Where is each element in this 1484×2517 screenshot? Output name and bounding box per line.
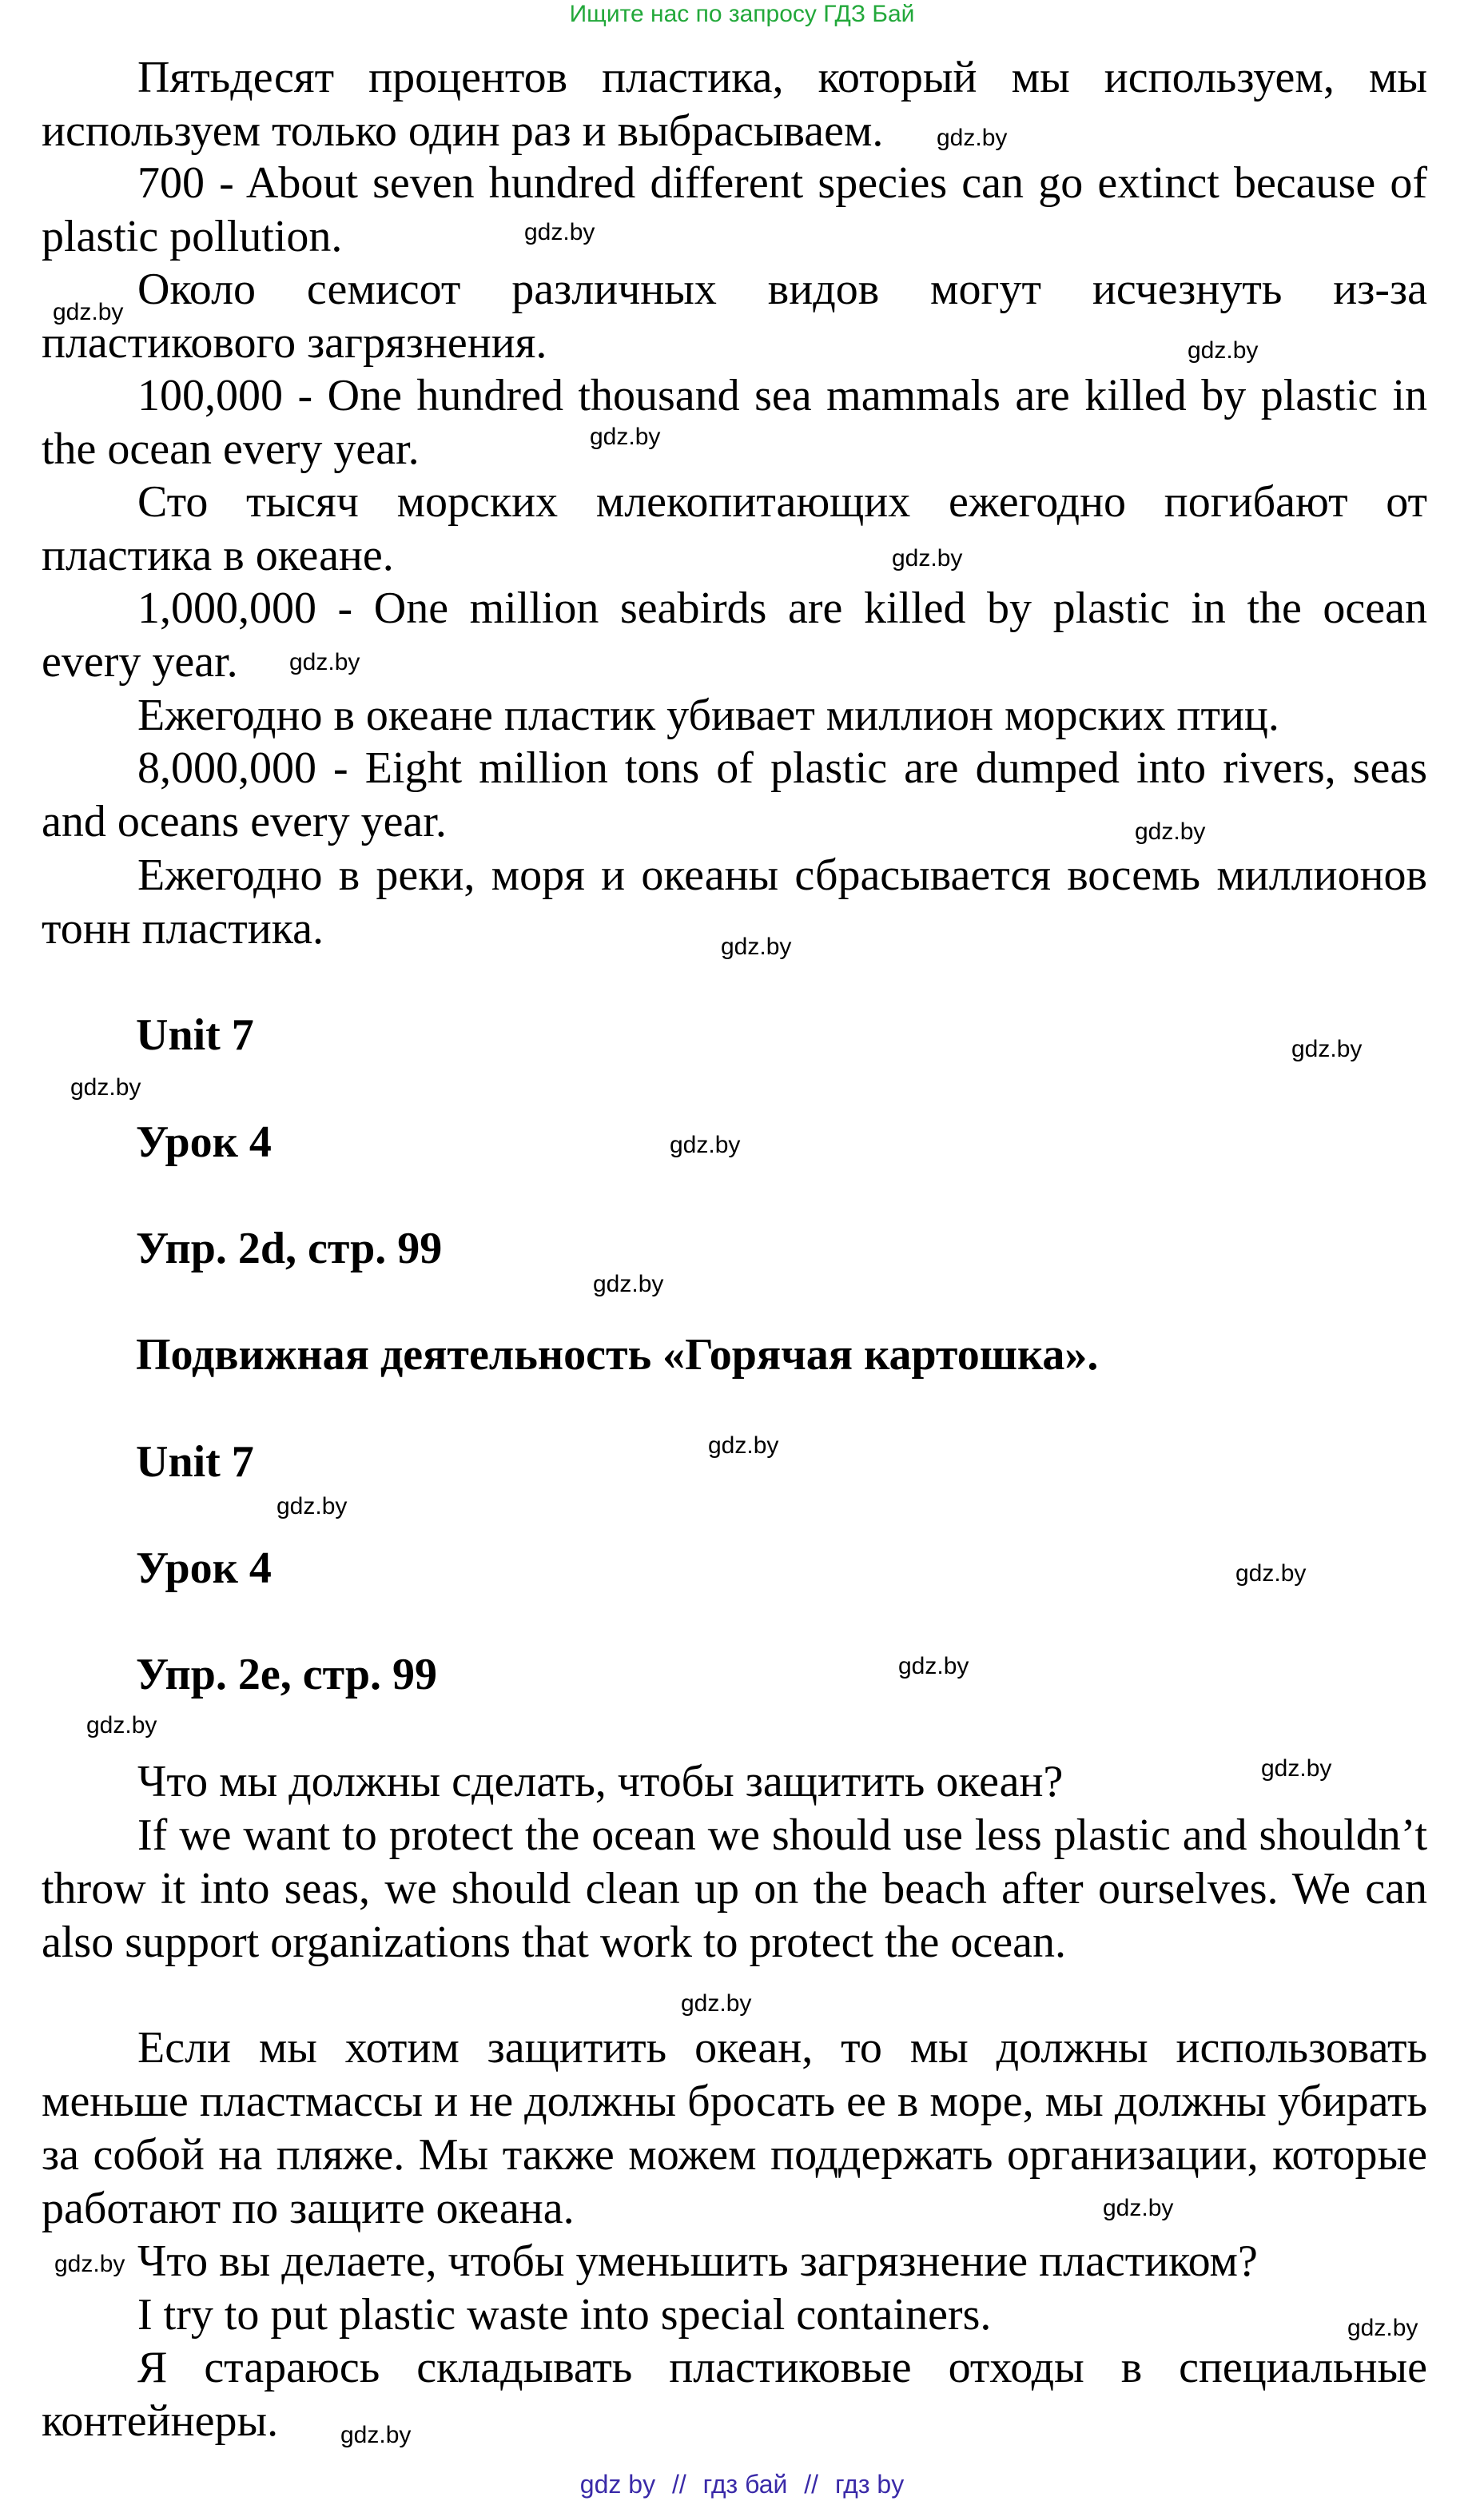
watermark: gdz.by	[1235, 1560, 1307, 1587]
footer-separator: //	[671, 2470, 686, 2499]
paragraph: Пятьдесят процентов пластика, который мы используем, мы используем только один раз и выбрасываем.	[42, 53, 1427, 156]
watermark: gdz.by	[590, 424, 661, 450]
watermark: gdz.by	[340, 2422, 412, 2448]
paragraph: Что вы делаете, чтобы уменьшить загрязнение пластиком?	[137, 2236, 1258, 2286]
watermark: gdz.by	[708, 1432, 779, 1459]
footer-separator: //	[804, 2470, 819, 2499]
watermark: gdz.by	[1103, 2195, 1174, 2221]
paragraph: 700 - About seven hundred different species can go extinct because of plastic pollution.	[42, 158, 1427, 261]
watermark: gdz.by	[892, 545, 963, 572]
watermark: gdz.by	[54, 2251, 125, 2277]
unit-heading: Unit 7	[136, 1437, 254, 1487]
watermark: gdz.by	[70, 1074, 141, 1101]
watermark: gdz.by	[289, 649, 360, 675]
footer-links	[0, 2468, 1484, 2500]
watermark: gdz.by	[1135, 818, 1206, 845]
paragraph: Около семисот различных видов могут исчезнуть из-за пластикового загрязнения.	[42, 265, 1427, 368]
paragraph: Ежегодно в реки, моря и океаны сбрасывается восемь миллионов тонн пластика.	[42, 850, 1427, 954]
watermark: gdz.by	[86, 1712, 157, 1738]
watermark: gdz.by	[670, 1132, 741, 1158]
exercise-heading: Упр. 2е, стр. 99	[136, 1650, 437, 1699]
watermark: gdz.by	[1188, 337, 1259, 364]
watermark: gdz.by	[53, 299, 124, 325]
watermark: gdz.by	[1261, 1755, 1332, 1782]
watermark: gdz.by	[1291, 1036, 1363, 1062]
watermark: gdz.by	[898, 1653, 969, 1679]
watermark: gdz.by	[277, 1493, 348, 1519]
activity-heading: Подвижная деятельность «Горячая картошка».	[136, 1330, 1099, 1380]
footer-link[interactable]: гдз бай	[702, 2470, 788, 2499]
lesson-heading: Урок 4	[136, 1117, 272, 1167]
paragraph: 8,000,000 - Eight million tons of plastic are dumped into rivers, seas and oceans every year.	[42, 743, 1427, 846]
watermark: gdz.by	[681, 1990, 752, 2017]
top-banner: Ищите нас по запросу ГДЗ Бай	[569, 1, 915, 27]
exercise-heading: Упр. 2d, стр. 99	[136, 1224, 443, 1273]
paragraph: I try to put plastic waste into special containers.	[137, 2290, 992, 2340]
watermark: gdz.by	[1347, 2315, 1418, 2341]
paragraph: Ежегодно в океане пластик убивает миллион морских птиц.	[137, 691, 1279, 740]
paragraph: 1,000,000 - One million seabirds are killed by plastic in the ocean every year.	[42, 583, 1427, 687]
paragraph: Что мы должны сделать, чтобы защитить океан?	[137, 1757, 1064, 1806]
paragraph: Если мы хотим защитить океан, то мы должны использовать меньше пластмассы и не должны бросать ее в море, мы должны убирать за собой на пляже. Мы также можем поддержать организации, которые работают по защите океана.	[42, 2023, 1427, 2233]
paragraph: Сто тысяч морских млекопитающих ежегодно погибают от пластика в океане.	[42, 477, 1427, 580]
footer-link[interactable]: gdz by	[579, 2470, 656, 2499]
watermark: gdz.by	[524, 219, 595, 245]
watermark: gdz.by	[937, 125, 1008, 151]
watermark: gdz.by	[593, 1271, 664, 1297]
footer-link[interactable]: гдз by	[834, 2470, 905, 2499]
lesson-heading: Урок 4	[136, 1543, 272, 1593]
paragraph: Я стараюсь складывать пластиковые отходы в специальные контейнеры.	[42, 2343, 1427, 2446]
paragraph: If we want to protect the ocean we should use less plastic and shouldn’t throw it into seas, we should clean up on the beach after ourselves. We can also support organizations that work to protect the ocean.	[42, 1810, 1427, 1967]
paragraph: 100,000 - One hundred thousand sea mammals are killed by plastic in the ocean every year.	[42, 371, 1427, 474]
watermark: gdz.by	[721, 934, 792, 960]
unit-heading: Unit 7	[136, 1010, 254, 1060]
